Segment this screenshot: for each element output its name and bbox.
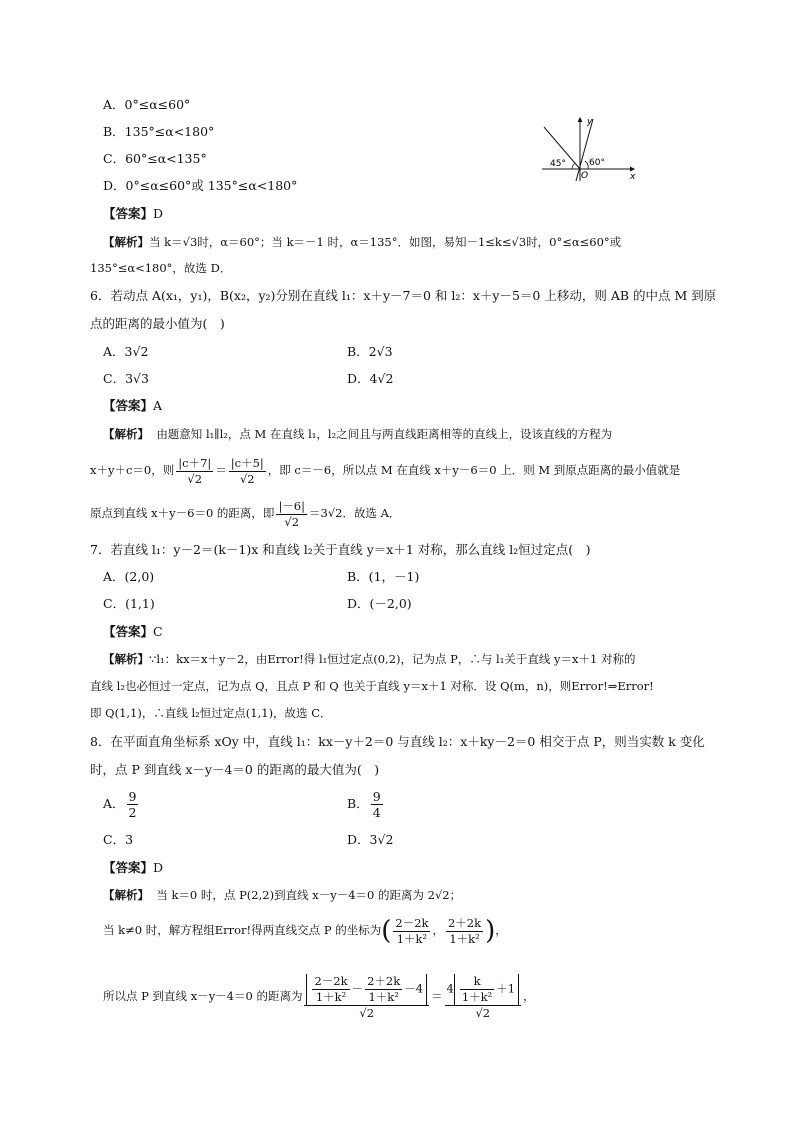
analysis-label: 【解析】: [103, 652, 149, 666]
x-axis-label: x: [630, 172, 636, 182]
answer-label: 【答案】: [103, 398, 154, 413]
fraction-numerator: |－6|: [278, 498, 306, 513]
q7-analysis-line2: 直线 l₂也必恒过一定点，记为点 Q，且点 P 和 Q 也关于直线 y＝x＋1 对称．设 Q(m，n)，则Error!⇒Error!: [90, 679, 654, 693]
fraction: [393, 916, 430, 947]
fraction: [276, 499, 307, 530]
fraction-numerator: k: [460, 974, 494, 990]
q6-option-b: B．2√3: [347, 344, 393, 359]
fraction-numerator: 2＋2k: [367, 973, 401, 988]
q5-analysis-line2: 135°≤α<180°，故选 D．: [90, 261, 232, 275]
fraction-denominator: √2: [475, 1005, 491, 1020]
q7-option-b: B．(1，－1): [347, 569, 420, 584]
fraction-denominator: 4: [372, 805, 381, 820]
minus-sign: －: [351, 981, 364, 995]
fraction-numerator: [304, 974, 429, 1006]
q5-answer: [103, 206, 163, 222]
fraction-numerator: 9: [372, 789, 381, 804]
q5-angle-figure: [538, 115, 638, 183]
right-paren: ): [485, 916, 496, 946]
angle-left-label: 45°: [550, 159, 566, 169]
q6-option-c: C．3√3: [103, 371, 149, 386]
fraction-numerator: 2－2k: [314, 973, 348, 988]
term-tail: ＋1: [496, 981, 516, 995]
distance-fraction-right: [445, 974, 522, 1021]
analysis-text: 当 k≠0 时，解方程组Error!得两直线交点 P 的坐标为: [103, 923, 382, 937]
analysis-text: 当 k＝0 时，点 P(2,2)到直线 x－y－4＝0 的距离为 2√2；: [156, 888, 462, 902]
fraction-denominator: 1＋k²: [396, 931, 428, 946]
coefficient: 4: [446, 981, 454, 995]
analysis-label: 【解析】: [103, 427, 149, 441]
answer-label: 【答案】: [103, 206, 154, 221]
fraction-denominator: √2: [359, 1005, 375, 1020]
q8-analysis-line2: 当 k≠0 时，解方程组Error!得两直线交点 P 的坐标为( $\frac{2-2k}{\text{1＋k²}}$ ， $\frac{2+2k}{\text{1＋k²}}$ )，: [103, 915, 507, 946]
fraction-numerator: |c＋7|: [178, 455, 212, 470]
left-paren: (: [381, 916, 392, 946]
q6-analysis-line2: [90, 453, 680, 487]
q8-stem-line1: 8．在平面直角坐标系 xOy 中，直线 l₁：kx－y＋2＝0 与直线 l₂：x＋ky－2＝0 相交于点 P，则当实数 k 变化: [90, 734, 705, 749]
q5-option-c: C．60°≤α<135°: [103, 151, 207, 166]
q7-option-c: C．(1,1): [103, 596, 155, 611]
distance-fraction-left: [304, 974, 429, 1021]
x-axis-arrow: [630, 167, 635, 172]
fraction-denominator: 2: [128, 805, 137, 820]
fraction-numerator: [445, 974, 522, 1006]
analysis-text: x＋y＋c＝0，则: [90, 463, 175, 477]
q5-option-b: B．135°≤α<180°: [103, 124, 215, 139]
absolute-value: [454, 974, 519, 1005]
absolute-value: [306, 974, 427, 1005]
analysis-text: 原点到直线 x＋y－6＝0 的距离，即: [90, 506, 275, 520]
origin-label: O: [581, 171, 589, 181]
q8-option-c: C．3: [103, 832, 134, 847]
fraction: [127, 789, 139, 820]
analysis-text: ，即 c＝－6，所以点 M 在直线 x＋y－6＝0 上．则 M 到原点距离的最小值就是: [267, 463, 681, 477]
answer-value: C: [153, 624, 163, 639]
fraction: [371, 789, 383, 820]
option-label: A．: [103, 796, 125, 811]
fraction-denominator: √2: [239, 471, 255, 486]
q5-option-a: A．0°≤α≤60°: [103, 97, 191, 112]
q8-stem-line2: 时，点 P 到直线 x－y－4＝0 的距离的最大值为( ): [90, 762, 380, 777]
analysis-text: ∵l₁：kx＝x＋y－2，由Error!得 l₁恒过定点(0,2)，记为点 P，∴与 l₁关于直线 y＝x＋1 对称的: [149, 652, 636, 666]
q8-option-a: [103, 786, 140, 822]
fraction-denominator: √2: [187, 471, 203, 486]
q7-analysis-line1: [103, 651, 635, 667]
answer-value: D: [153, 206, 164, 221]
answer-label: 【答案】: [103, 624, 154, 639]
fraction-denominator: 1＋k²: [368, 989, 399, 1004]
fraction-numerator: |c＋5|: [230, 455, 264, 470]
analysis-text: ＝3√2．故选 A．: [309, 506, 401, 520]
analysis-label: 【解析】: [103, 888, 149, 902]
q8-analysis-line3: [103, 958, 535, 1034]
fraction-denominator: 1＋k²: [461, 989, 493, 1004]
angle-arc-left: [572, 163, 575, 169]
q6-option-d: D．4√2: [347, 371, 394, 386]
fraction-numerator: 2＋2k: [447, 915, 482, 930]
fraction: [176, 456, 213, 487]
fraction-denominator: √2: [284, 514, 300, 529]
q6-option-a: A．3√2: [103, 344, 149, 359]
fraction-numerator: 2－2k: [395, 915, 429, 930]
term-fraction: [460, 974, 494, 1005]
q6-analysis-line1: [103, 426, 612, 442]
q8-answer: [103, 860, 163, 876]
y-axis-arrow: [578, 117, 583, 122]
answer-label: 【答案】: [103, 860, 154, 875]
fraction-numerator: 9: [128, 789, 137, 804]
analysis-text: 由题意知 l₁∥l₂，点 M 在直线 l₁，l₂之间且与两直线距离相等的直线上，设该直线的方程为: [156, 427, 613, 441]
term-fraction: [365, 974, 402, 1005]
q8-analysis-line1: [103, 887, 461, 903]
option-label: B．: [347, 796, 369, 811]
fraction: [446, 916, 483, 947]
q7-analysis-line3: 即 Q(1,1)，∴直线 l₂恒过定点(1,1)，故选 C．: [90, 706, 332, 720]
q8-option-d: D．3√2: [347, 832, 394, 847]
q5-analysis-line1: [103, 234, 621, 250]
equals-sign: ＝: [431, 989, 443, 1003]
q6-answer: [103, 398, 162, 414]
q6-stem-line2: 点的距离的最小值为( ): [90, 316, 225, 331]
angle-right-label: 60°: [589, 158, 605, 168]
analysis-text: 当 k＝√3时，α＝60°；当 k＝－1 时，α＝135°．如图，易知－1≤k≤√3时，0°≤α≤60°或: [149, 235, 622, 249]
analysis-label: 【解析】: [103, 235, 149, 249]
q7-stem: 7．若直线 l₁：y－2＝(k－1)x 和直线 l₂关于直线 y＝x＋1 对称，那么直线 l₂恒过定点( ): [90, 542, 591, 557]
q7-option-a: A．(2,0): [103, 569, 155, 584]
fraction-denominator: 1＋k²: [315, 989, 347, 1004]
equals-sign: ＝: [215, 463, 227, 477]
answer-value: A: [153, 398, 163, 413]
q7-answer: [103, 624, 163, 640]
fraction: [229, 456, 266, 487]
q7-option-d: D．(－2,0): [347, 596, 412, 611]
fraction-denominator: 1＋k²: [449, 931, 480, 946]
analysis-text: 所以点 P 到直线 x－y－4＝0 的距离为: [103, 989, 303, 1003]
y-axis-label: y: [587, 117, 593, 127]
q6-analysis-line3: [90, 496, 400, 530]
analysis-text: ，: [495, 923, 507, 937]
q6-stem-line1: 6．若动点 A(x₁，y₁)，B(x₂，y₂)分别在直线 l₁：x＋y－7＝0 和 l₂：x＋y－5＝0 上移动，则 AB 的中点 M 到原: [90, 288, 717, 303]
q5-option-d: D．0°≤α≤60°或 135°≤α<180°: [103, 178, 298, 193]
trailing-comma: ，: [523, 989, 535, 1003]
term-fraction: [312, 974, 349, 1005]
q8-option-b: [347, 786, 385, 822]
term-tail: －4: [404, 981, 424, 995]
answer-value: D: [153, 860, 164, 875]
angle-arc-right: [585, 161, 588, 169]
